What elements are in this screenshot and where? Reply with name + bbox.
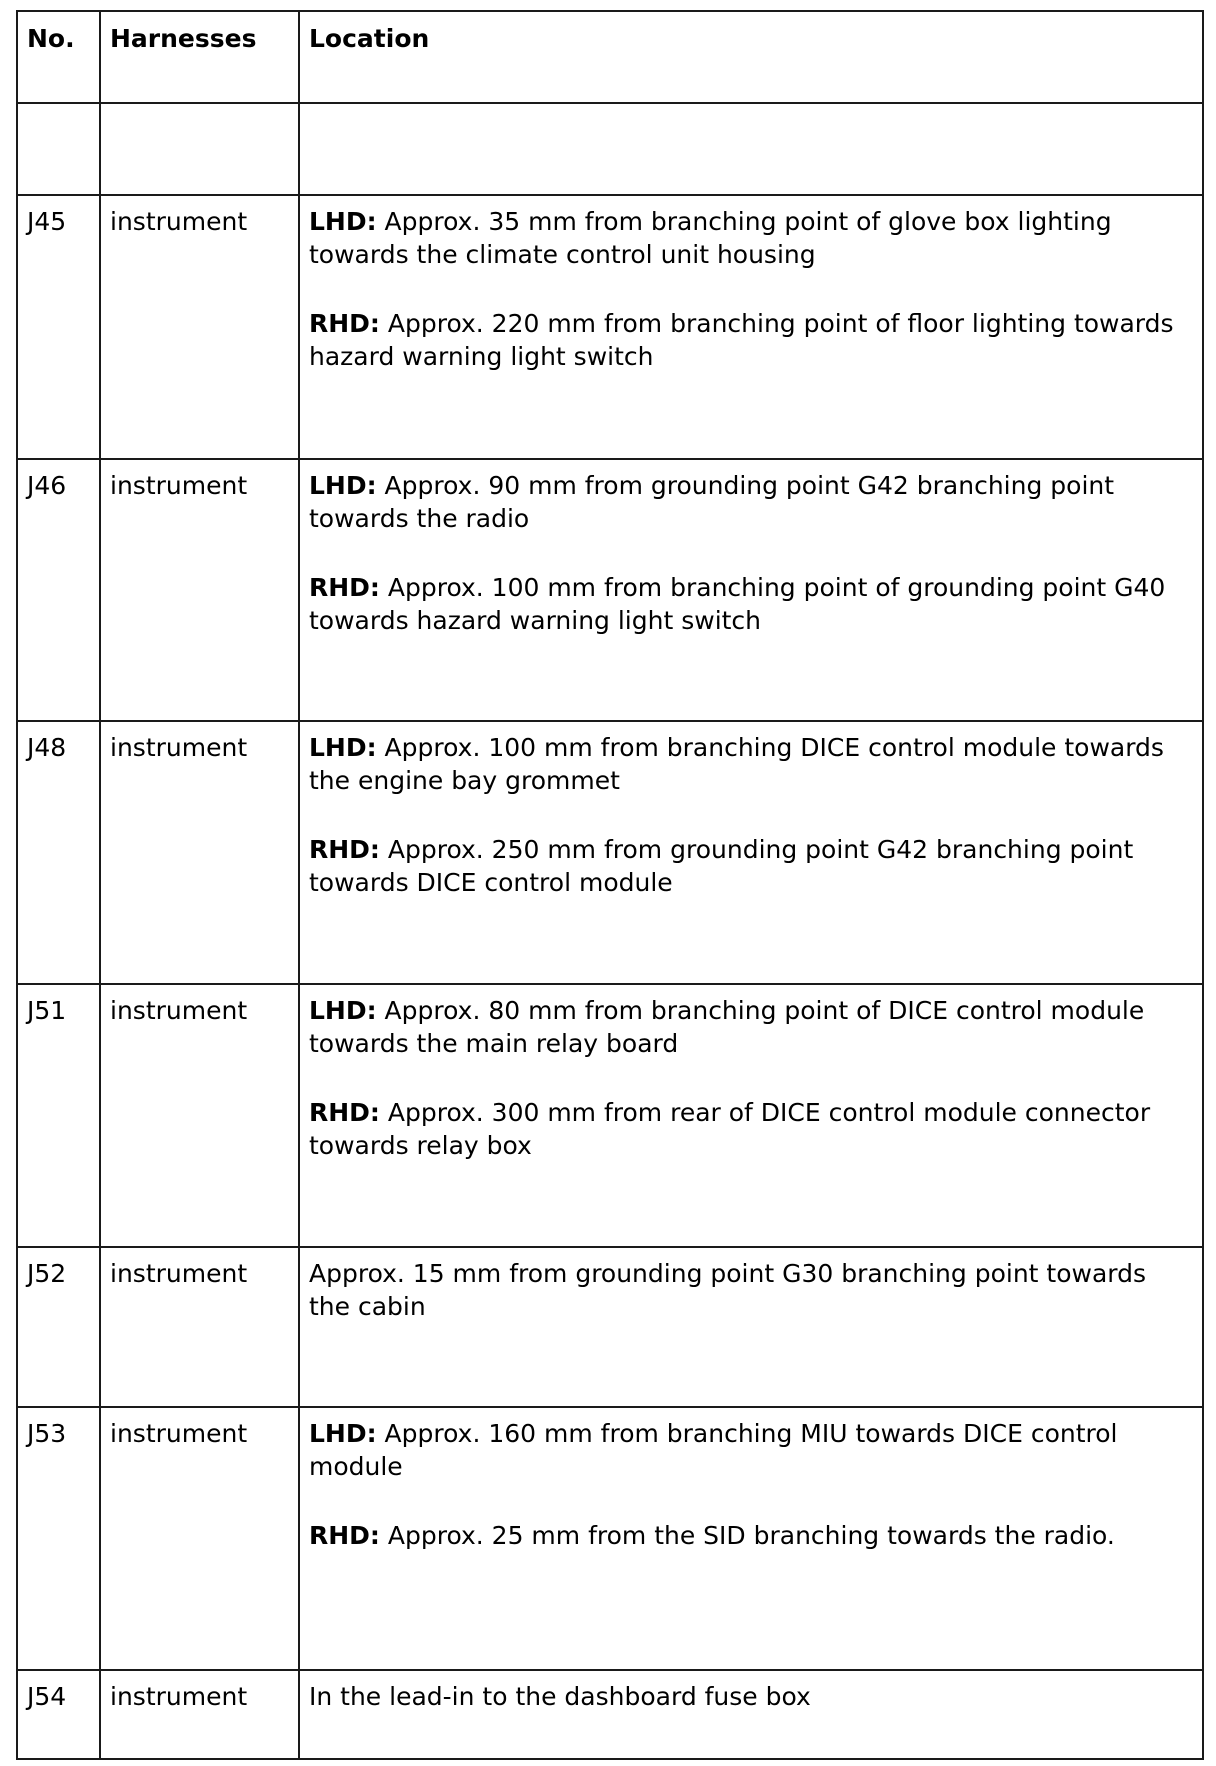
lhd-location — [309, 731, 1194, 797]
rhd-label: RHD: — [309, 835, 380, 864]
rhd-text: Approx. 100 mm from branching point of grounding point G40 towards hazard warning light switch — [309, 573, 1166, 635]
table-row — [17, 195, 1203, 459]
lhd-label: LHD: — [309, 471, 377, 500]
row-harness: instrument — [100, 195, 299, 459]
table-row — [17, 459, 1203, 721]
rhd-text: Approx. 300 mm from rear of DICE control module connector towards relay box — [309, 1098, 1151, 1160]
blank-cell — [299, 103, 1203, 195]
table-row — [17, 1407, 1203, 1670]
lhd-location — [309, 469, 1194, 535]
blank-row — [17, 103, 1203, 195]
row-location: In the lead-in to the dashboard fuse box — [299, 1670, 1203, 1759]
row-harness: instrument — [100, 1247, 299, 1407]
rhd-location — [309, 307, 1194, 373]
rhd-label: RHD: — [309, 573, 380, 602]
row-number: J48 — [17, 721, 100, 984]
rhd-location — [309, 1096, 1194, 1162]
row-location — [299, 721, 1203, 984]
lhd-label: LHD: — [309, 1419, 377, 1448]
header-row — [17, 11, 1203, 103]
rhd-text: Approx. 250 mm from grounding point G42 branching point towards DICE control module — [309, 835, 1134, 897]
rhd-label: RHD: — [309, 1098, 380, 1127]
rhd-location — [309, 571, 1194, 637]
row-number: J45 — [17, 195, 100, 459]
row-harness: instrument — [100, 721, 299, 984]
rhd-location — [309, 1519, 1194, 1552]
rhd-text: Approx. 220 mm from branching point of floor lighting towards hazard warning light switch — [309, 309, 1174, 371]
row-location — [299, 984, 1203, 1247]
row-location — [299, 1407, 1203, 1670]
lhd-location — [309, 1417, 1194, 1483]
lhd-text: Approx. 160 mm from branching MIU towards DICE control module — [309, 1419, 1118, 1481]
row-number: J46 — [17, 459, 100, 721]
row-location — [299, 195, 1203, 459]
lhd-label: LHD: — [309, 207, 377, 236]
lhd-location — [309, 205, 1194, 271]
rhd-label: RHD: — [309, 309, 380, 338]
row-number: J53 — [17, 1407, 100, 1670]
row-location: Approx. 15 mm from grounding point G30 branching point towards the cabin — [299, 1247, 1203, 1407]
blank-cell — [17, 103, 100, 195]
header-no: No. — [17, 11, 100, 103]
lhd-label: LHD: — [309, 733, 377, 762]
row-number: J51 — [17, 984, 100, 1247]
lhd-label: LHD: — [309, 996, 377, 1025]
blank-cell — [100, 103, 299, 195]
row-number: J54 — [17, 1670, 100, 1759]
row-harness: instrument — [100, 1670, 299, 1759]
rhd-text: Approx. 25 mm from the SID branching towards the radio. — [379, 1521, 1115, 1550]
lhd-text: Approx. 100 mm from branching DICE control module towards the engine bay grommet — [309, 733, 1164, 795]
table-row — [17, 721, 1203, 984]
rhd-label: RHD: — [309, 1521, 380, 1550]
rhd-location — [309, 833, 1194, 899]
header-harnesses: Harnesses — [100, 11, 299, 103]
harness-location-table — [16, 10, 1204, 1760]
row-harness: instrument — [100, 984, 299, 1247]
row-harness: instrument — [100, 459, 299, 721]
header-location: Location — [299, 11, 1203, 103]
lhd-location — [309, 994, 1194, 1060]
table-row — [17, 1670, 1203, 1759]
row-harness: instrument — [100, 1407, 299, 1670]
lhd-text: Approx. 80 mm from branching point of DICE control module towards the main relay board — [309, 996, 1145, 1058]
table-row — [17, 984, 1203, 1247]
lhd-text: Approx. 90 mm from grounding point G42 branching point towards the radio — [309, 471, 1115, 533]
row-number: J52 — [17, 1247, 100, 1407]
lhd-text: Approx. 35 mm from branching point of glove box lighting towards the climate control unit housing — [309, 207, 1112, 269]
table-row — [17, 1247, 1203, 1407]
row-location — [299, 459, 1203, 721]
